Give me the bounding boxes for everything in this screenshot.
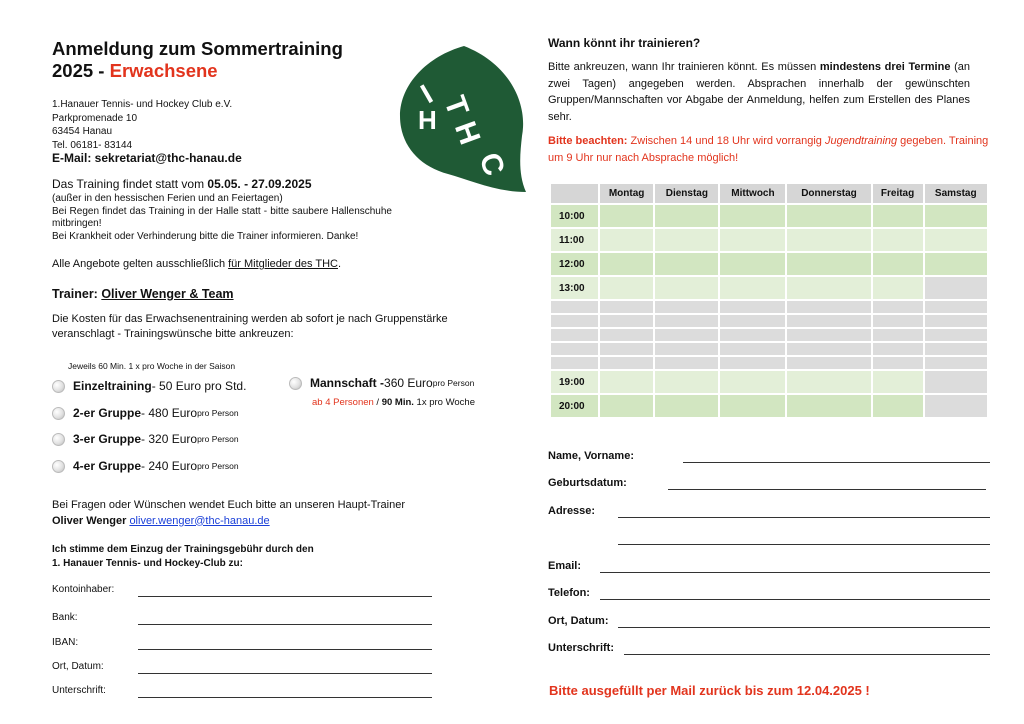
mannschaft-duration: 90 Min.: [381, 397, 414, 408]
slot-cell[interactable]: [787, 277, 870, 299]
notice-text-b: gegeben. Training um 9 Uhr nur nach Absprache möglich!: [548, 135, 989, 164]
field-line[interactable]: [600, 599, 990, 600]
slot-cell[interactable]: [720, 253, 785, 275]
time-label: [551, 343, 598, 355]
day-header: Mittwoch: [720, 184, 785, 203]
slot-cell[interactable]: [787, 229, 870, 251]
blocked-cell: [720, 329, 785, 341]
offers-prefix: Alle Angebote gelten ausschließlich: [52, 258, 229, 270]
field-iban[interactable]: [52, 637, 432, 651]
blocked-cell: [925, 357, 987, 369]
slot-cell[interactable]: [925, 371, 987, 393]
logo-letter-h1: H: [418, 105, 437, 135]
blocked-cell: [873, 301, 923, 313]
slot-cell[interactable]: [655, 371, 718, 393]
blocked-cell: [720, 343, 785, 355]
title-line-1: Anmeldung zum Sommertraining: [52, 38, 343, 59]
slot-cell[interactable]: [925, 205, 987, 227]
trainer-label: Trainer:: [52, 287, 102, 301]
blocked-cell: [787, 315, 870, 327]
blocked-cell: [655, 357, 718, 369]
schedule-row-blocked: [551, 315, 987, 327]
availability-text-b: (an zwei Tagen) angegeben werden. Absprachen innerhalb der gewünschten Gruppen/Mannschaften vor Abgabe der Anmeldung, helfen zum Erstellen des Planes sehr.: [548, 61, 970, 123]
field-unterschrift[interactable]: [548, 642, 990, 657]
blocked-cell: [787, 357, 870, 369]
field-line[interactable]: [618, 517, 990, 518]
slot-cell[interactable]: [873, 253, 923, 275]
slot-cell[interactable]: [600, 205, 653, 227]
field-line[interactable]: [138, 596, 432, 597]
note-rain: Bei Regen findet das Training in der Halle statt - bitte saubere Hallenschuhe mitbringen!: [52, 205, 392, 229]
slot-cell[interactable]: [787, 205, 870, 227]
contact-email-link[interactable]: oliver.wenger@thc-hanau.de: [129, 514, 270, 527]
field-label: Geburtsdatum:: [548, 477, 627, 489]
blocked-cell: [925, 301, 987, 313]
club-email: E-Mail: sekretariat@thc-hanau.de: [52, 151, 242, 165]
field-email[interactable]: [548, 560, 990, 575]
mannschaft-sep: /: [373, 397, 382, 408]
mannschaft-min-people: ab 4 Personen: [312, 397, 374, 408]
training-prefix: Das Training findet statt vom: [52, 177, 208, 191]
training-notes: [52, 193, 392, 243]
training-date-range: 05.05. - 27.09.2025: [207, 177, 312, 191]
blocked-cell: [873, 357, 923, 369]
option-4er-gruppe[interactable]: [52, 459, 239, 473]
blocked-cell: [600, 329, 653, 341]
title-year: 2025 -: [52, 60, 110, 81]
field-label: Ort, Datum:: [52, 661, 104, 672]
consent-line-2: 1. Hanauer Tennis- und Hockey-Club zu:: [52, 558, 243, 569]
members-only-note: [52, 258, 341, 270]
slot-cell[interactable]: [925, 229, 987, 251]
note-holidays: (außer in den hessischen Ferien und an Feiertagen): [52, 193, 283, 204]
field-label: Telefon:: [548, 587, 590, 599]
contact-line: Bei Fragen oder Wünschen wendet Euch bitte an unseren Haupt-Trainer: [52, 499, 406, 511]
radio-4er-gruppe[interactable]: [52, 460, 65, 473]
field-label: Ort, Datum:: [548, 615, 609, 627]
notice-text-a: Zwischen 14 und 18 Uhr wird vorrangig: [627, 135, 825, 147]
option-price: - 480 Euro: [141, 406, 198, 420]
field-ort-datum-bank[interactable]: [52, 661, 432, 675]
option-name: 2-er Gruppe: [73, 406, 142, 420]
club-street: Parkpromenade 10: [52, 112, 138, 124]
availability-text: [548, 59, 970, 125]
radio-mannschaft[interactable]: [289, 377, 302, 390]
time-label: [551, 315, 598, 327]
notice-youth: Jugendtraining: [824, 135, 898, 147]
club-name: 1.Hanauer Tennis- und Hockey Club e.V.: [52, 99, 233, 110]
option-3er-gruppe[interactable]: [52, 432, 239, 446]
blocked-cell: [720, 315, 785, 327]
slot-cell[interactable]: [655, 229, 718, 251]
costs-text: Die Kosten für das Erwachsenentraining werden ab sofort je nach Gruppenstärke veranschlagt - Trainingswünsche bitte ankreuzen:: [52, 313, 448, 340]
blocked-cell: [600, 301, 653, 313]
blocked-cell: [655, 343, 718, 355]
field-label: Bank:: [52, 612, 78, 623]
radio-einzeltraining[interactable]: [52, 380, 65, 393]
contact-trainer: [52, 514, 405, 530]
day-header: Freitag: [873, 184, 923, 203]
page-title: [52, 38, 343, 82]
time-label: 20:00: [551, 395, 598, 417]
field-label: Unterschrift:: [548, 642, 615, 654]
schedule-grid: [549, 182, 989, 419]
mannschaft-frequency: 1x pro Woche: [413, 397, 475, 408]
time-label: [551, 357, 598, 369]
offers-members: für Mitglieder des THC: [228, 258, 338, 270]
schedule-row: [551, 229, 987, 251]
schedule-row-blocked: [551, 357, 987, 369]
club-phone: Tel. 06181- 83144: [52, 139, 133, 151]
schedule-row: [551, 371, 987, 393]
logo-letter-c: C: [472, 148, 511, 181]
option-name: 3-er Gruppe: [73, 432, 142, 446]
field-label: Adresse:: [548, 505, 596, 517]
field-adresse-2[interactable]: [548, 532, 990, 547]
field-bank[interactable]: [52, 612, 432, 626]
availability-text-a: Bitte ankreuzen, wann Ihr trainieren könnt. Es müssen: [548, 61, 820, 73]
title-category: Erwachsene: [109, 60, 218, 81]
field-line[interactable]: [618, 627, 990, 628]
blocked-cell: [655, 329, 718, 341]
option-unit: pro Person: [197, 461, 239, 471]
notice-text: [548, 133, 998, 166]
field-label: Name, Vorname:: [548, 450, 634, 462]
option-unit: pro Person: [432, 378, 475, 388]
slot-cell[interactable]: [720, 395, 785, 417]
slot-cell[interactable]: [600, 371, 653, 393]
schedule-corner: [551, 184, 598, 203]
radio-2er-gruppe[interactable]: [52, 407, 65, 420]
field-line[interactable]: [138, 673, 432, 674]
blocked-cell: [925, 329, 987, 341]
trainer-line: [52, 287, 234, 301]
consent-line-1: Ich stimme dem Einzug der Trainingsgebühr durch den: [52, 544, 314, 555]
time-label: 11:00: [551, 229, 598, 251]
option-name: 4-er Gruppe: [73, 459, 142, 473]
slot-cell[interactable]: [925, 253, 987, 275]
slot-cell[interactable]: [873, 205, 923, 227]
option-mannschaft[interactable]: [289, 376, 474, 390]
slot-cell[interactable]: [787, 253, 870, 275]
field-line[interactable]: [138, 624, 432, 625]
mannschaft-details: [312, 397, 475, 408]
consent-text: [52, 543, 314, 571]
field-line[interactable]: [624, 654, 990, 655]
field-kontoinhaber[interactable]: [52, 584, 432, 598]
slot-cell[interactable]: [600, 395, 653, 417]
contact-info: [52, 498, 405, 529]
option-price: 360 Euro: [384, 376, 433, 390]
schedule-row: [551, 253, 987, 275]
blocked-cell: [787, 343, 870, 355]
trainer-name: Oliver Wenger & Team: [101, 287, 234, 301]
field-label: Unterschrift:: [52, 685, 106, 696]
blocked-cell: [600, 343, 653, 355]
day-header: Montag: [600, 184, 653, 203]
day-header: Donnerstag: [787, 184, 870, 203]
thc-logo: [398, 44, 530, 194]
option-einzeltraining[interactable]: [52, 379, 246, 393]
option-name: Mannschaft -: [310, 376, 385, 390]
field-line[interactable]: [138, 697, 432, 698]
blocked-cell: [787, 301, 870, 313]
schedule-row-blocked: [551, 329, 987, 341]
blocked-cell: [655, 301, 718, 313]
day-header: Dienstag: [655, 184, 718, 203]
slot-cell[interactable]: [655, 277, 718, 299]
slot-cell[interactable]: [720, 229, 785, 251]
slot-cell[interactable]: [873, 395, 923, 417]
time-label: 19:00: [551, 371, 598, 393]
blocked-cell: [720, 357, 785, 369]
slot-cell[interactable]: [873, 371, 923, 393]
slot-cell[interactable]: [787, 395, 870, 417]
title-line-2: [52, 60, 343, 82]
blocked-cell: [655, 315, 718, 327]
availability-min-dates: mindestens drei Termine: [819, 61, 951, 73]
slot-cell[interactable]: [925, 277, 987, 299]
time-label: 10:00: [551, 205, 598, 227]
option-price: - 240 Euro: [141, 459, 198, 473]
day-header: Samstag: [925, 184, 987, 203]
club-address: [52, 98, 242, 166]
schedule-row: [551, 205, 987, 227]
slot-cell[interactable]: [873, 277, 923, 299]
field-name[interactable]: [548, 450, 990, 465]
blocked-cell: [873, 315, 923, 327]
field-label: Email:: [548, 560, 582, 572]
time-label: 12:00: [551, 253, 598, 275]
time-label: [551, 329, 598, 341]
blocked-cell: [873, 329, 923, 341]
field-line[interactable]: [668, 489, 986, 490]
blocked-cell: [873, 343, 923, 355]
logo-letter-h2: H: [447, 117, 487, 149]
schedule-row: [551, 277, 987, 299]
slot-cell[interactable]: [655, 253, 718, 275]
field-geburtsdatum[interactable]: [548, 477, 990, 492]
option-price: - 320 Euro: [141, 432, 198, 446]
field-line[interactable]: [138, 649, 432, 650]
field-line[interactable]: [683, 462, 990, 463]
slot-cell[interactable]: [655, 395, 718, 417]
schedule-row: [551, 395, 987, 417]
blocked-cell: [600, 357, 653, 369]
logo-letter-t2: T: [437, 91, 475, 121]
option-price: - 50 Euro pro Std.: [151, 379, 247, 393]
time-label: 13:00: [551, 277, 598, 299]
option-unit: pro Person: [197, 408, 239, 418]
option-2er-gruppe[interactable]: [52, 406, 239, 420]
training-dates: [52, 177, 312, 191]
schedule-row-blocked: [551, 343, 987, 355]
slot-cell[interactable]: [600, 277, 653, 299]
return-deadline: Bitte ausgefüllt per Mail zurück bis zum 12.04.2025 !: [549, 683, 870, 698]
blocked-cell: [925, 343, 987, 355]
time-label: [551, 301, 598, 313]
slot-cell[interactable]: [600, 229, 653, 251]
offers-suffix: .: [337, 258, 342, 270]
club-city: 63454 Hanau: [52, 126, 113, 137]
availability-heading: Wann könnt ihr trainieren?: [548, 36, 701, 50]
session-note: Jeweils 60 Min. 1 x pro Woche in der Saison: [68, 361, 236, 371]
slot-cell[interactable]: [925, 395, 987, 417]
option-name: Einzeltraining: [73, 379, 152, 393]
slot-cell[interactable]: [873, 229, 923, 251]
option-unit: pro Person: [197, 434, 239, 444]
slot-cell[interactable]: [600, 253, 653, 275]
note-illness: Bei Krankheit oder Verhinderung bitte die Trainer informieren. Danke!: [52, 230, 359, 242]
logo-letter-t: I: [415, 78, 438, 110]
schedule-header-row: [551, 184, 987, 203]
blocked-cell: [720, 301, 785, 313]
field-line[interactable]: [600, 572, 990, 573]
field-unterschrift-bank[interactable]: [52, 685, 432, 699]
blocked-cell: [600, 315, 653, 327]
slot-cell[interactable]: [720, 277, 785, 299]
schedule-row-blocked: [551, 301, 987, 313]
slot-cell[interactable]: [655, 205, 718, 227]
field-label: Kontoinhaber:: [52, 584, 115, 595]
slot-cell[interactable]: [720, 371, 785, 393]
contact-name: Oliver Wenger: [52, 514, 130, 527]
slot-cell[interactable]: [720, 205, 785, 227]
field-label: IBAN:: [52, 637, 79, 648]
field-telefon[interactable]: [548, 587, 990, 602]
blocked-cell: [787, 329, 870, 341]
field-adresse[interactable]: [548, 505, 990, 520]
field-line[interactable]: [618, 544, 990, 545]
blocked-cell: [925, 315, 987, 327]
radio-3er-gruppe[interactable]: [52, 433, 65, 446]
slot-cell[interactable]: [787, 371, 870, 393]
notice-label: Bitte beachten:: [548, 135, 628, 147]
field-ort-datum[interactable]: [548, 615, 990, 630]
